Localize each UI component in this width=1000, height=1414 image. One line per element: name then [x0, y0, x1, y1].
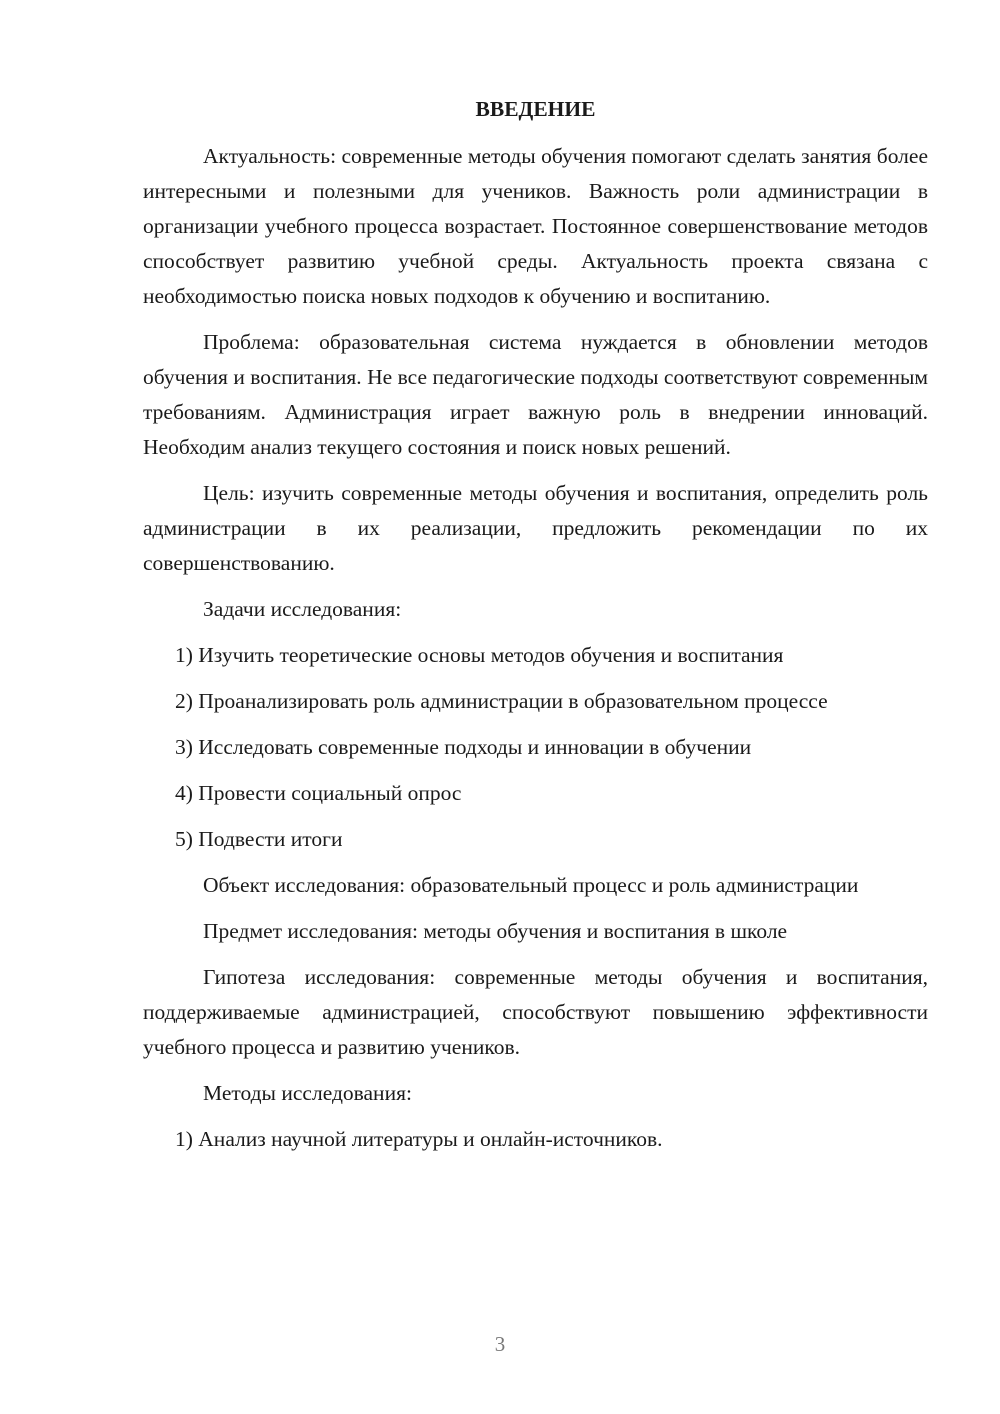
- subject-paragraph: Предмет исследования: методы обучения и воспитания в школе: [203, 919, 788, 943]
- goal-paragraph: Цель: изучить современные методы обучения и воспитания, определить роль администрации в их реализации, предложить рекомендации по их совершенствованию.: [143, 481, 928, 575]
- task-item-5: 5) Подвести итоги: [175, 827, 343, 851]
- methods-heading: Методы исследования:: [203, 1081, 412, 1105]
- object-paragraph: Объект исследования: образовательный процесс и роль администрации: [203, 873, 859, 897]
- problem-paragraph: Проблема: образовательная система нуждается в обновлении методов обучения и воспитания. Не все педагогические подходы соответствуют современным требованиям. Администрация играет важную роль в внедрении инноваций. Необходим анализ текущего состояния и поиск новых решений.: [143, 330, 928, 459]
- page-title: ВВЕДЕНИЕ: [475, 97, 596, 121]
- task-item-1: 1) Изучить теоретические основы методов обучения и воспитания: [175, 643, 784, 667]
- task-item-2: 2) Проанализировать роль администрации в образовательном процессе: [175, 689, 828, 713]
- page-number: 3: [494, 1332, 506, 1356]
- task-item-3: 3) Исследовать современные подходы и инновации в обучении: [175, 735, 752, 759]
- document-page: [143, 92, 928, 1168]
- tasks-heading: Задачи исследования:: [203, 597, 402, 621]
- hypothesis-paragraph: Гипотеза исследования: современные методы обучения и воспитания, поддерживаемые администрацией, способствуют повышению эффективности учебного процесса и развитию учеников.: [143, 965, 928, 1059]
- task-item-4: 4) Провести социальный опрос: [175, 781, 462, 805]
- relevance-paragraph: Актуальность: современные методы обучения помогают сделать занятия более интересными и полезными для учеников. Важность роли администрации в организации учебного процесса возрастает. Постоянное совершенствование методов способствует развитию учебной среды. Актуальность проекта связана с необходимостью поиска новых подходов к обучению и воспитанию.: [143, 144, 928, 308]
- method-item-1: 1) Анализ научной литературы и онлайн-источников.: [175, 1127, 663, 1151]
